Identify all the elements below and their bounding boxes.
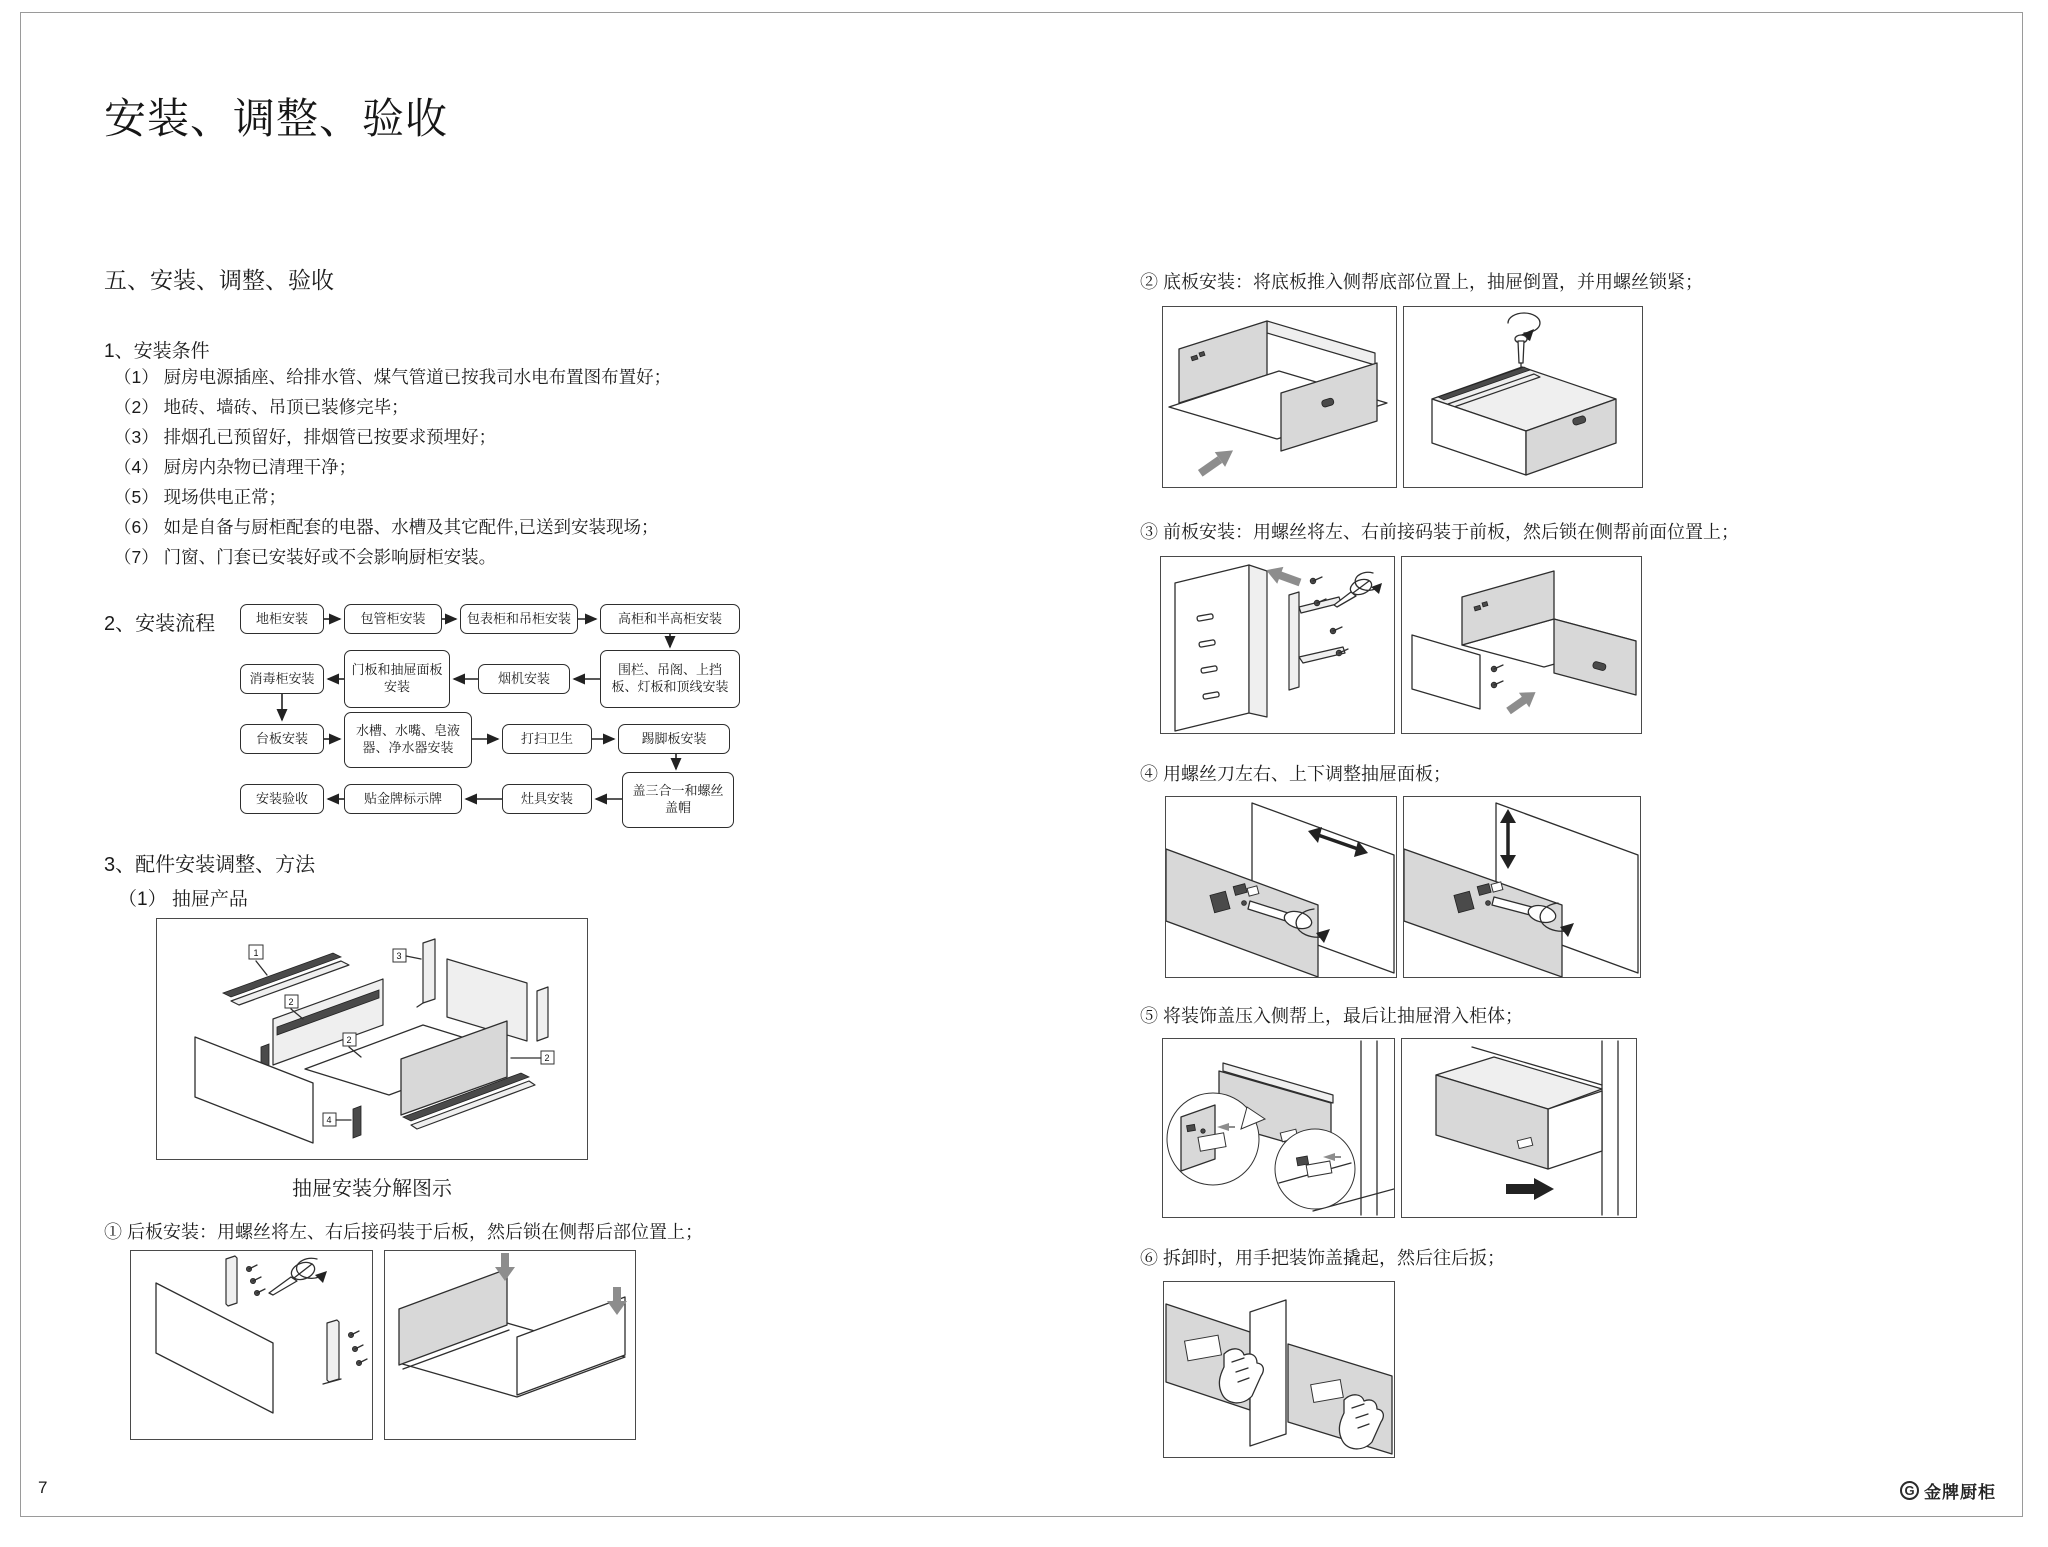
flow-box-screw-caps: 盖三合一和螺丝盖帽 xyxy=(622,772,734,828)
screwdriver-turn-icon xyxy=(1508,313,1540,369)
step-5-label: ⑤ 将装饰盖压入侧帮上，最后让抽屉滑入柜体； xyxy=(1140,1006,1523,1026)
accessories-item-label: （1） 抽屉产品 xyxy=(118,889,248,910)
condition-item: （4） 厨房内杂物已清理干净； xyxy=(114,457,357,477)
flow-box-brand-plate: 贴金牌标示牌 xyxy=(344,784,462,814)
step-2-label: ② 底板安装：将底板推入侧帮底部位置上，抽屉倒置，并用螺丝锁紧； xyxy=(1140,272,1703,292)
condition-item: （6） 如是自备与厨柜配套的电器、水槽及其它配件,已送到安装现场； xyxy=(114,517,659,537)
flow-box-base-cabinet: 地柜安装 xyxy=(240,604,324,634)
brand-name: 金牌厨柜 xyxy=(1924,1483,1996,1502)
condition-item: （3） 排烟孔已预留好，排烟管已按要求预埋好； xyxy=(114,427,497,447)
exploded-diagram-box xyxy=(156,918,588,1160)
condition-item: （5） 现场供电正常； xyxy=(114,487,287,507)
cover-press-diagram xyxy=(1163,1039,1394,1217)
inverted-drawer-screw-diagram xyxy=(1404,307,1642,487)
magnifier-callout xyxy=(1275,1129,1355,1209)
callout-2: 2 xyxy=(544,1053,550,1063)
drawer-slide-in-diagram xyxy=(1402,1039,1636,1217)
step-1-diagram-a xyxy=(130,1250,373,1440)
exploded-drawer-diagram xyxy=(157,919,587,1159)
condition-item: （7） 门窗、门套已安装好或不会影响厨柜安装。 xyxy=(114,547,497,567)
flow-box-rails-lightboard: 围栏、吊阁、上挡板、灯板和顶线安装 xyxy=(600,650,740,708)
flow-box-stove: 灶具安装 xyxy=(502,784,592,814)
flow-box-countertop: 台板安装 xyxy=(240,724,324,754)
step-3-label: ③ 前板安装：用螺丝将左、右前接码装于前板，然后锁在侧帮前面位置上； xyxy=(1140,522,1739,542)
slide-in-arrow-icon xyxy=(1195,443,1238,481)
step-4-diagram-b xyxy=(1403,796,1641,978)
adjust-vertical-diagram xyxy=(1404,797,1640,977)
cover-pry-off-diagram xyxy=(1164,1282,1394,1457)
step-3-diagram-a xyxy=(1160,556,1395,734)
flow-box-acceptance: 安装验收 xyxy=(240,784,324,814)
callout-1: 1 xyxy=(253,948,259,958)
step-1-diagram-b xyxy=(384,1250,636,1440)
step-2-diagram-a xyxy=(1162,306,1397,488)
bottom-board-slide-diagram xyxy=(1163,307,1396,487)
flow-box-sterilizer: 消毒柜安装 xyxy=(240,664,324,694)
screws-icon xyxy=(246,1265,265,1296)
step-6-label: ⑥ 拆卸时，用手把装饰盖撬起，然后往后扳； xyxy=(1140,1248,1505,1268)
flow-box-kickboard: 踢脚板安装 xyxy=(618,724,730,754)
section-heading: 五、安装、调整、验收 xyxy=(104,267,334,293)
step-5-diagram-a xyxy=(1162,1038,1395,1218)
adjust-horizontal-diagram xyxy=(1166,797,1396,977)
callout-4: 4 xyxy=(326,1115,332,1125)
flow-box-hood: 烟机安装 xyxy=(478,664,570,694)
flow-box-door-drawer-panel: 门板和抽屉面板安装 xyxy=(344,650,450,708)
drawer-panels-insert-diagram xyxy=(385,1251,635,1439)
push-left-arrow-icon xyxy=(1263,562,1303,591)
flow-box-meter-wall-cabinet: 包表柜和吊柜安装 xyxy=(460,604,578,634)
callout-3: 3 xyxy=(396,951,402,961)
screws-icon xyxy=(1310,577,1348,656)
flow-box-cleanup: 打扫卫生 xyxy=(502,724,592,754)
conditions-heading: 1、安装条件 xyxy=(104,341,210,362)
page-number: 7 xyxy=(38,1478,48,1497)
screws-icon xyxy=(1491,665,1503,688)
step-3-diagram-b xyxy=(1401,556,1642,734)
conditions-list xyxy=(114,362,734,572)
screws-icon xyxy=(348,1331,367,1366)
flow-box-tall-cabinet: 高柜和半高柜安装 xyxy=(600,604,740,634)
condition-item: （2） 地砖、墙砖、吊顶已装修完毕； xyxy=(114,397,409,417)
step-2-diagram-b xyxy=(1403,306,1643,488)
front-panel-attach-diagram xyxy=(1402,557,1641,733)
accessories-heading: 3、配件安装调整、方法 xyxy=(104,854,316,876)
condition-item: （1） 厨房电源插座、给排水管、煤气管道已按我司水电布置图布置好； xyxy=(114,367,672,387)
front-panel-bracket-diagram xyxy=(1161,557,1394,733)
step-4-diagram-a xyxy=(1165,796,1397,978)
screwdriver-icon xyxy=(1334,572,1382,607)
flow-heading: 2、安装流程 xyxy=(104,613,216,635)
brand-g-icon: G xyxy=(1900,1481,1919,1500)
diagram-caption: 抽屉安装分解图示 xyxy=(292,1178,452,1200)
step-6-diagram xyxy=(1163,1281,1395,1458)
back-panel-bracket-diagram xyxy=(131,1251,372,1439)
attach-arrow-icon xyxy=(1503,685,1540,719)
screwdriver-icon xyxy=(269,1258,327,1295)
callout-2: 2 xyxy=(346,1035,352,1045)
slide-right-arrow-icon xyxy=(1506,1178,1554,1200)
page-title: 安装、调整、验收 xyxy=(104,95,449,142)
step-1-label: ① 后板安装：用螺丝将左、右后接码装于后板，然后锁在侧帮后部位置上； xyxy=(104,1222,703,1242)
brand-logo xyxy=(1900,1478,1996,1503)
flow-box-pipe-cabinet: 包管柜安装 xyxy=(344,604,442,634)
flow-box-sink-faucet: 水槽、水嘴、皂液器、净水器安装 xyxy=(344,712,472,768)
callout-2: 2 xyxy=(288,997,294,1007)
step-5-diagram-b xyxy=(1401,1038,1637,1218)
step-4-label: ④ 用螺丝刀左右、上下调整抽屉面板； xyxy=(1140,764,1451,784)
